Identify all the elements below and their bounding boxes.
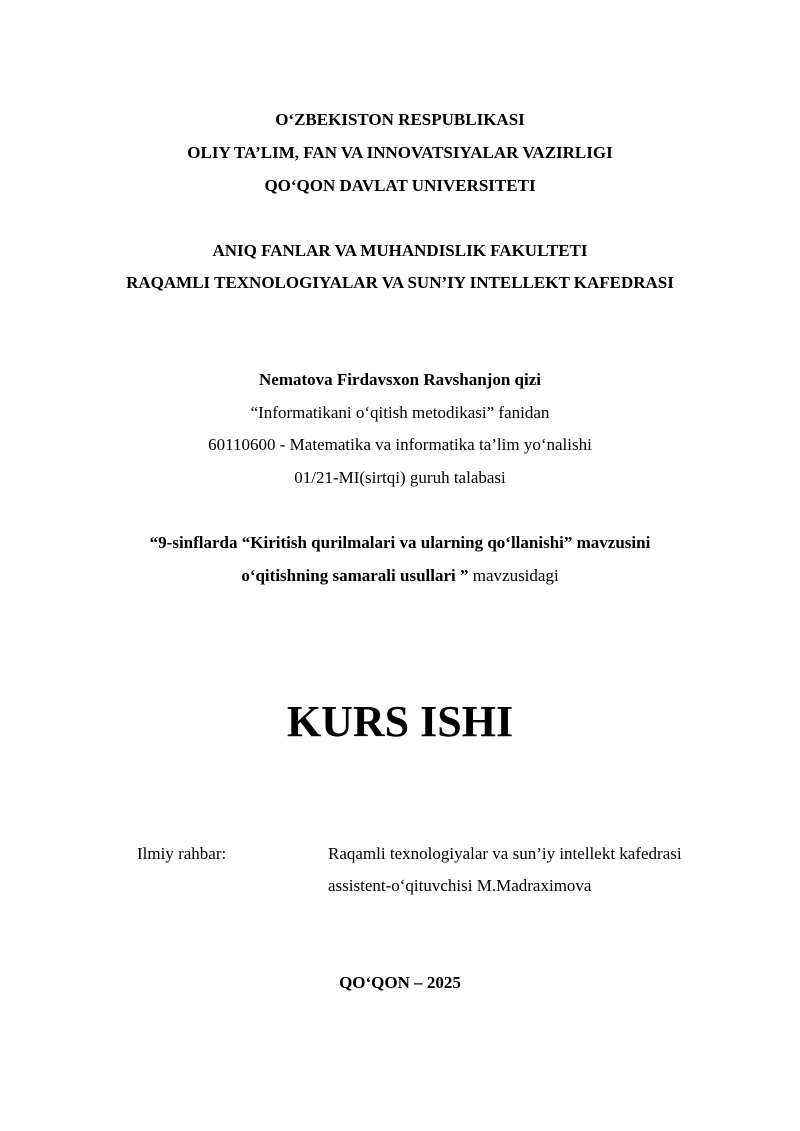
university-heading: QO‘QON DAVLAT UNIVERSITETI — [264, 176, 536, 195]
subject-line: “Informatikani o‘qitish metodikasi” fanidan — [250, 403, 550, 422]
document-title: KURS ISHI — [286, 697, 514, 746]
group-line: 01/21-MI(sirtqi) guruh talabasi — [294, 468, 506, 487]
country-heading: O‘ZBEKISTON RESPUBLIKASI — [275, 110, 525, 129]
advisor-line-2: assistent-o‘qituvchisi M.Madraximova — [328, 876, 592, 895]
topic-line-2-suffix: mavzusidagi — [468, 566, 559, 585]
student-name: Nematova Firdavsxon Ravshanjon qizi — [259, 370, 541, 389]
faculty-heading: ANIQ FANLAR VA MUHANDISLIK FAKULTETI — [212, 241, 588, 260]
ministry-heading: OLIY TA’LIM, FAN VA INNOVATSIYALAR VAZIRLIGI — [187, 143, 613, 162]
place-year: QO‘QON – 2025 — [339, 973, 461, 992]
topic-line-2 — [0, 566, 800, 586]
program-line: 60110600 - Matematika va informatika ta’lim yo‘nalishi — [208, 435, 592, 454]
advisor-label: Ilmiy rahbar: — [137, 844, 227, 863]
topic-line-1: “9-sinflarda “Kiritish qurilmalari va ularning qo‘llanishi” mavzusini — [149, 533, 651, 552]
topic-line-2-bold: o‘qitishning samarali usullari ” — [241, 566, 469, 585]
advisor-line-1: Raqamli texnologiyalar va sun’iy intellekt kafedrasi — [328, 844, 682, 863]
department-heading: RAQAMLI TEXNOLOGIYALAR VA SUN’IY INTELLEKT KAFEDRASI — [126, 273, 674, 292]
